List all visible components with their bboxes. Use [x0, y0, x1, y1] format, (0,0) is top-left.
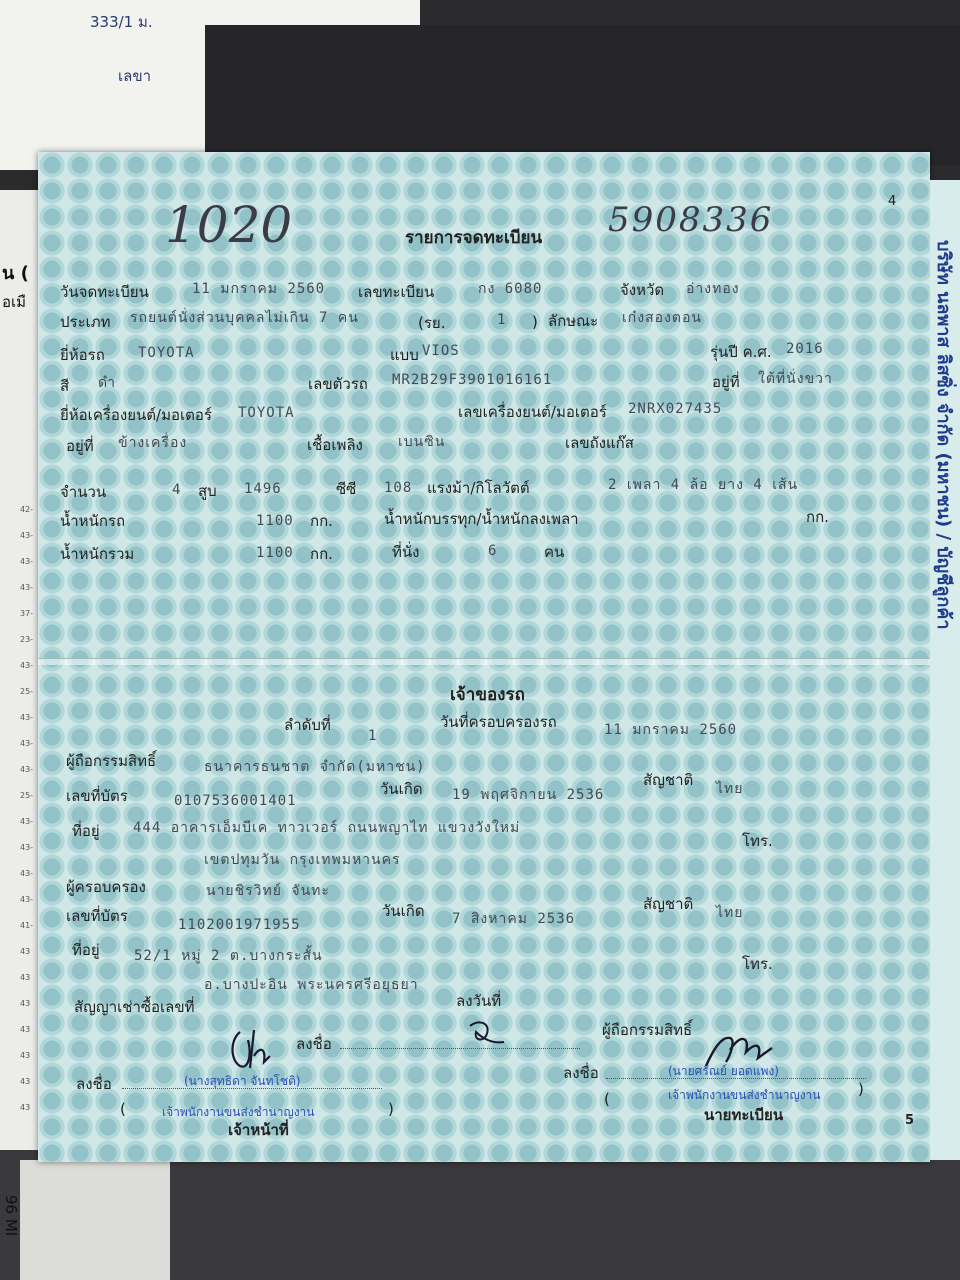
value-location: ใต้ที่นั่งขวา [758, 371, 833, 387]
section-title-registration: รายการจดทะเบียน [405, 228, 543, 248]
background-side-number: 43 [20, 947, 31, 956]
value-horsepower: 108 [384, 480, 413, 496]
value-holder-birth: 7 สิงหาคม 2536 [452, 911, 576, 927]
background-side-number: 43 [20, 973, 31, 982]
label-sign-owner: ลงชื่อ [296, 1035, 332, 1053]
label-brand: ยี่ห้อรถ [60, 346, 105, 364]
background-side-number: 25- [20, 791, 34, 800]
label-load-weight: น้ำหนักบรรทุก/น้ำหนักลงเพลา [384, 510, 579, 528]
label-engine-number: เลขเครื่องยนต์/มอเตอร์ [458, 403, 607, 421]
label-gas-tank: เลขถังแก๊ส [565, 434, 634, 452]
background-side-number: 43 [20, 999, 31, 1008]
label-contract-date: ลงวันที่ [456, 992, 502, 1010]
value-cc: 1496 [244, 481, 282, 497]
label-owner-signature: ผู้ถือกรรมสิทธิ์ [602, 1021, 693, 1039]
value-chassis: MR2B29F3901016161 [392, 372, 553, 388]
background-text-top: 333/1 ม. [90, 13, 153, 31]
label-quantity: จำนวน [60, 483, 107, 501]
label-rs-close: ) [532, 313, 538, 331]
label-cylinders: สูบ [198, 482, 217, 500]
label-year: รุ่นปี ค.ศ. [710, 343, 772, 361]
handwritten-number-left: 1020 [165, 196, 293, 254]
label-holder-tel: โทร. [742, 955, 773, 973]
label-owner-address: ที่อยู่ [72, 822, 100, 840]
paren-close-officer: ) [388, 1100, 394, 1118]
side-stamp-text: บริษัท นลพาส ลิสซิ่ง จำกัด (มหาชน) / บัญชีลูกค้า [933, 240, 954, 630]
owner-signature-line [340, 1048, 580, 1049]
value-holder: นายชิรวิทย์ จันทะ [206, 883, 330, 899]
value-seats: 6 [488, 543, 498, 559]
background-side-number: 43 [20, 1077, 31, 1086]
value-possession-date: 11 มกราคม 2560 [604, 722, 738, 738]
value-owner-address-2: เขตปทุมวัน กรุงเทพมหานคร [204, 852, 401, 868]
label-possession-date: วันที่ครอบครองรถ [440, 713, 557, 731]
label-model: แบบ [390, 346, 419, 364]
background-side-number: 43- [20, 557, 34, 566]
background-side-number: 37- [20, 609, 34, 618]
label-owner-tel: โทร. [742, 832, 773, 850]
background-side-number: 43 [20, 1103, 31, 1112]
value-year: 2016 [786, 341, 824, 357]
label-holder-address: ที่อยู่ [72, 941, 100, 959]
label-owner-birth: วันเกิด [380, 780, 423, 798]
background-side-number: 43- [20, 713, 34, 722]
label-location: อยู่ที่ [712, 373, 740, 391]
background-side-number: 43- [20, 583, 34, 592]
value-style: เก๋งสองตอน [622, 310, 702, 326]
label-color: สี [60, 377, 70, 395]
value-owner-card: 0107536001401 [174, 793, 297, 809]
label-owner: ผู้ถือกรรมสิทธิ์ [66, 752, 157, 770]
value-registration-date: 11 มกราคม 2560 [192, 281, 326, 297]
value-engine-location: ข้างเครื่อง [118, 435, 188, 451]
value-rs: 1 [497, 312, 507, 328]
label-vehicle-weight: น้ำหนักรถ [60, 512, 126, 530]
value-holder-address-2: อ.บางปะอิน พระนครศรีอยุธยา [204, 977, 419, 993]
label-holder-nationality: สัญชาติ [643, 895, 694, 913]
value-plate: กง 6080 [478, 281, 543, 297]
background-side-number: 25- [20, 687, 34, 696]
label-holder-card: เลขที่บัตร [66, 907, 128, 925]
label-cc: ซีซี [336, 480, 357, 498]
paren-close-registrar: ) [858, 1080, 864, 1098]
handwritten-number-right: 5908336 [608, 200, 774, 240]
background-text-left: น ( [2, 263, 29, 284]
registrar-name-stamp: (นายศรัณย์ ยอดแพง) [668, 1064, 779, 1078]
background-text-top2: เลขา [118, 67, 151, 85]
value-fuel: เบนซิน [398, 434, 446, 450]
value-vehicle-weight: 1100 [256, 513, 294, 529]
unit-kg-load: กก. [806, 508, 829, 526]
value-total-weight: 1100 [256, 545, 294, 561]
label-owner-card: เลขที่บัตร [66, 787, 128, 805]
value-quantity: 4 [172, 482, 182, 498]
value-owner-nationality: ไทย [716, 781, 744, 797]
label-officer: เจ้าหน้าที่ [228, 1121, 289, 1139]
background-side-number: 41- [20, 921, 34, 930]
officer-name-stamp: (นางสุทธิดา จันทโชติ) [184, 1074, 301, 1088]
value-axles: 2 เพลา 4 ล้อ ยาง 4 เส้น [608, 477, 799, 493]
label-chassis: เลขตัวรถ [308, 375, 368, 393]
label-type: ประเภท [60, 313, 111, 331]
signature-left-mark [226, 1026, 286, 1072]
page-number-top: 4 [888, 194, 897, 209]
background-side-number: 43- [20, 895, 34, 904]
value-type: รถยนต์นั่งส่วนบุคคลไม่เกิน 7 คน [130, 310, 359, 326]
label-plate: เลขทะเบียน [358, 283, 435, 301]
value-owner-address-1: 444 อาคารเอ็มบีเค ทาวเวอร์ ถนนพญาไท แขวงวังใหม่ [133, 820, 521, 836]
background-side-number: 43- [20, 765, 34, 774]
label-fuel: เชื้อเพลิง [307, 436, 363, 454]
background-side-number: 43- [20, 843, 34, 852]
background-side-number: 42- [20, 505, 34, 514]
value-engine-brand: TOYOTA [238, 405, 295, 421]
background-side-number: 43 [20, 1051, 31, 1060]
background-side-number: 43- [20, 739, 34, 748]
label-engine-location: อยู่ที่ [66, 437, 94, 455]
background-side-number: 43- [20, 531, 34, 540]
value-holder-card: 1102001971955 [178, 917, 301, 933]
background-text-left2: อเมื [2, 293, 27, 311]
value-brand: TOYOTA [138, 345, 195, 361]
label-sign-officer: ลงชื่อ [76, 1075, 112, 1093]
value-model: VIOS [422, 343, 460, 359]
paren-open-registrar: ( [604, 1090, 610, 1108]
background-side-number: 43- [20, 817, 34, 826]
label-registration-date: วันจดทะเบียน [60, 283, 149, 301]
background-side-number: 43- [20, 661, 34, 670]
value-order: 1 [368, 728, 378, 744]
unit-kg-total: กก. [310, 545, 333, 563]
background-side-number: 43 [20, 1025, 31, 1034]
value-holder-nationality: ไทย [716, 905, 744, 921]
label-holder-birth: วันเกิด [382, 902, 425, 920]
value-owner: ธนาคารธนชาต จำกัด(มหาชน) [204, 759, 426, 775]
label-province: จังหวัด [620, 281, 665, 299]
label-horsepower: แรงม้า/กิโลวัตต์ [427, 479, 530, 497]
registrar-title-stamp: เจ้าพนักงานขนส่งชำนาญงาน [668, 1088, 821, 1102]
page-number-bottom: 5 [905, 1113, 915, 1128]
unit-person: คน [544, 543, 565, 561]
paren-open-officer: ( [120, 1100, 126, 1118]
value-province: อ่างทอง [686, 281, 740, 297]
background-side-number: 23- [20, 635, 34, 644]
signature-owner-mark [462, 1016, 508, 1052]
background-text-bottom: 96 MI [2, 1195, 20, 1237]
value-engine-number: 2NRX027435 [628, 401, 723, 417]
label-owner-nationality: สัญชาติ [643, 771, 694, 789]
label-holder: ผู้ครอบครอง [66, 878, 146, 896]
unit-kg-weight: กก. [310, 512, 333, 530]
value-holder-address-1: 52/1 หมู่ 2 ต.บางกระสั้น [134, 948, 323, 964]
label-sign-registrar: ลงชื่อ [563, 1064, 599, 1082]
background-bottom-paper [20, 1160, 170, 1280]
document-fold [38, 658, 930, 665]
label-order: ลำดับที่ [284, 716, 331, 734]
background-dark-surface [205, 25, 960, 165]
label-total-weight: น้ำหนักรวม [60, 545, 135, 563]
value-color: ดำ [98, 375, 116, 391]
value-owner-birth: 19 พฤศจิกายน 2536 [452, 787, 605, 803]
background-side-number: 43- [20, 869, 34, 878]
label-seats: ที่นั่ง [392, 543, 420, 561]
label-rs: (รย. [418, 314, 446, 332]
label-engine-brand: ยี่ห้อเครื่องยนต์/มอเตอร์ [60, 406, 212, 424]
label-style: ลักษณะ [548, 312, 599, 330]
officer-title-stamp: เจ้าพนักงานขนส่งชำนาญงาน [162, 1105, 315, 1119]
section-title-owner: เจ้าของรถ [450, 685, 525, 705]
label-contract-number: สัญญาเช่าซื้อเลขที่ [74, 998, 195, 1016]
label-registrar: นายทะเบียน [704, 1106, 784, 1124]
signature-registrar-mark [700, 1028, 780, 1072]
